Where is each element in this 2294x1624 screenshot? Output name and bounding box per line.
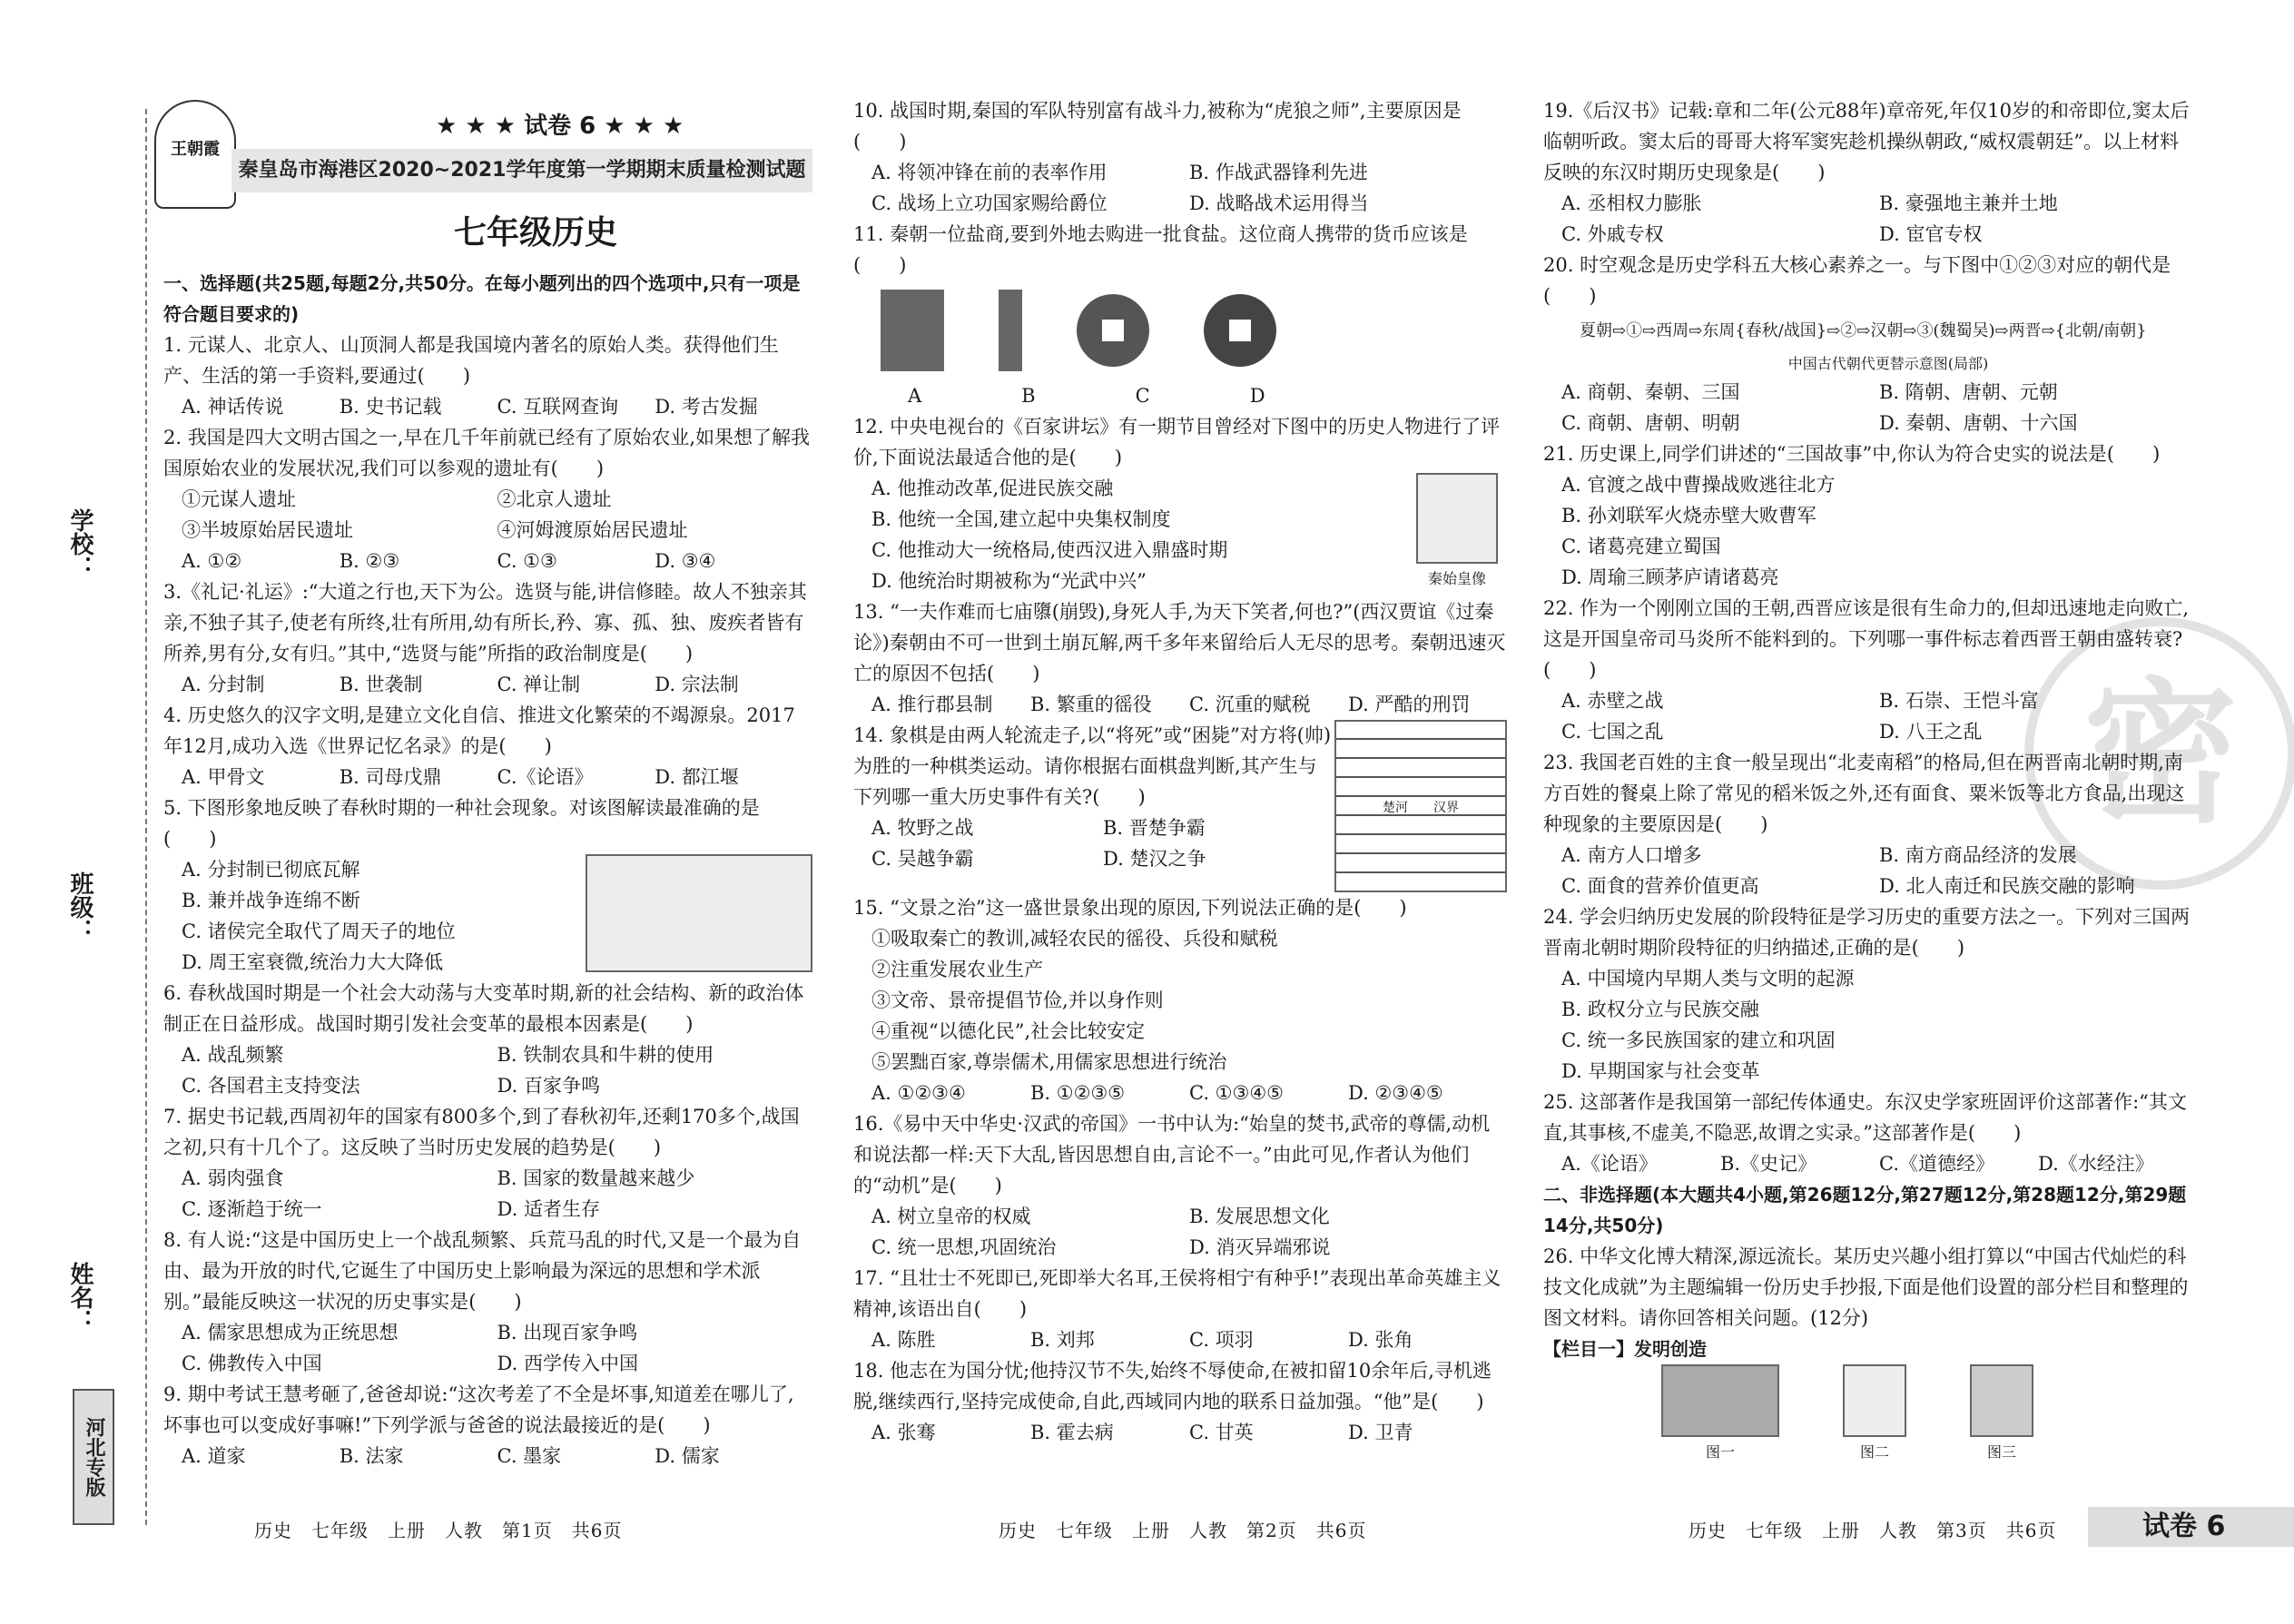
statement: ④重视“以德化民”,社会比较安定 bbox=[871, 1020, 1146, 1042]
question-4: 4. 历史悠久的汉字文明,是建立文化自信、推进文化繁荣的不竭源泉。2017年12月,成功入选《世界记忆名录》的是( ) bbox=[163, 704, 795, 757]
option[interactable]: A. 分封制 bbox=[182, 674, 265, 695]
figure-2 bbox=[1843, 1364, 1906, 1468]
option[interactable]: A. 战乱频繁 bbox=[182, 1044, 284, 1066]
page-footer-3: 历史 七年级 上册 人教 第3页 共6页 bbox=[1689, 1520, 2057, 1541]
figure-3 bbox=[1970, 1364, 2033, 1468]
statement: ⑤罢黜百家,尊崇儒术,用儒家思想进行统治 bbox=[871, 1051, 1227, 1073]
page-footer-2: 历史 七年级 上册 人教 第2页 共6页 bbox=[999, 1520, 1367, 1541]
options-2 bbox=[163, 546, 812, 576]
figure-caption: 图一 bbox=[1705, 1443, 1735, 1461]
question-11: 11. 秦朝一位盐商,要到外地去购进一批食盐。这位商人携带的货币应该是( ) bbox=[853, 223, 1468, 276]
option[interactable]: B. 法家 bbox=[339, 1445, 404, 1467]
option[interactable]: B. 世袭制 bbox=[339, 674, 423, 695]
option[interactable]: D. 北人南迁和民族交融的影响 bbox=[1879, 875, 2135, 897]
options-15 bbox=[853, 1078, 1507, 1108]
binding-line bbox=[145, 109, 147, 1525]
question-5: 5. 下图形象地反映了春秋时期的一种社会现象。对该图解读最准确的是( ) bbox=[163, 797, 760, 850]
question-18: 18. 他志在为国分忧;他持汉节不失,始终不辱使命,在被扣留10余年后,寻机逃脱,继续西行,坚持完成使命,自此,西域同内地的联系日益加强。“他”是( ) bbox=[853, 1360, 1492, 1412]
column-3 bbox=[1543, 95, 2197, 1468]
option[interactable]: D. ③④ bbox=[655, 550, 716, 572]
figure-2-image bbox=[1843, 1364, 1906, 1437]
option[interactable]: B. 兼并战争连绵不断 bbox=[182, 890, 360, 911]
question-15: 15. “文景之治”这一盛世景象出现的原因,下列说法正确的是( ) bbox=[853, 897, 1407, 919]
option[interactable]: D. 早期国家与社会变革 bbox=[1561, 1060, 1760, 1082]
option[interactable]: A.《论语》 bbox=[1561, 1153, 1658, 1175]
question-21: 21. 历史课上,同学们讲述的“三国故事”中,你认为符合史实的说法是( ) bbox=[1543, 443, 2161, 465]
question-17: 17. “且壮士不死即已,死即举大名耳,王侯将相宁有种乎!”表现出革命英雄主义精神,该语出自( ) bbox=[853, 1267, 1501, 1320]
option[interactable]: C. 他推动大一统格局,使西汉进入鼎盛时期 bbox=[871, 539, 1228, 561]
option[interactable]: B. 国家的数量越来越少 bbox=[497, 1167, 695, 1189]
series-label: ★ ★ ★ 试卷 6 ★ ★ ★ bbox=[436, 113, 684, 140]
options-9 bbox=[163, 1441, 812, 1471]
option[interactable]: C.《道德经》 bbox=[1879, 1153, 1994, 1175]
option[interactable]: D bbox=[1249, 385, 1265, 407]
options-22 bbox=[1543, 685, 2197, 747]
cartoon-image bbox=[586, 854, 812, 972]
option[interactable]: D. 儒家 bbox=[655, 1445, 720, 1467]
question-24: 24. 学会归纳历史发展的阶段特征是学习历史的重要方法之一。下列对三国两晋南北朝时期阶段特征的归纳描述,正确的是( ) bbox=[1543, 906, 2191, 959]
option[interactable]: A. 道家 bbox=[182, 1445, 246, 1467]
question-6: 6. 春秋战国时期是一个社会大动荡与大变革时期,新的社会结构、新的政治体制正在日益形成。战国时期引发社会变革的最根本因素是( ) bbox=[163, 982, 804, 1035]
option[interactable]: D. 考古发掘 bbox=[655, 396, 758, 418]
question-20: 20. 时空观念是历史学科五大核心素养之一。与下图中①②③对应的朝代是( ) bbox=[1543, 254, 2171, 307]
option[interactable]: B bbox=[1021, 385, 1036, 407]
option[interactable]: D. 消灭异端邪说 bbox=[1189, 1236, 1331, 1258]
question-2: 2. 我国是四大文明古国之一,早在几千年前就已经有了原始农业,如果想了解我国原始农业的发展状况,我们可以参观的遗址有( ) bbox=[163, 427, 811, 479]
round-coin-image bbox=[1204, 294, 1276, 367]
question-23: 23. 我国老百姓的主食一般呈现出“北麦南稻”的格局,但在两晋南北朝时期,南方百姓的餐桌上除了常见的稻米饭之外,还有面食、粟米饭等北方食品,出现这种现象的主要原因是( ) bbox=[1543, 752, 2185, 835]
statement: ②注重发展农业生产 bbox=[871, 959, 1043, 980]
option[interactable]: B. 南方商品经济的发展 bbox=[1879, 844, 2077, 866]
question-19: 19.《后汉书》记载:章和二年(公元88年)章帝死,年仅10岁的和帝即位,窦太后临朝听政。窦太后的哥哥大将军窦宪趁机操纵朝政,“威权震朝廷”。以上材料反映的东汉时期历史现象是( ) bbox=[1543, 100, 2190, 183]
question-13: 13. “一夫作难而七庙隳(崩毁),身死人手,为天下笑者,何也?”(西汉贾谊《过秦论》)秦朝由不可一世到土崩瓦解,两千多年来留给后人无尽的思考。秦朝迅速灭亡的原因不包括( ) bbox=[853, 601, 1506, 684]
q14-text bbox=[853, 720, 1334, 892]
diagram-caption: 中国古代朝代更替示意图(局部) bbox=[1787, 355, 1989, 372]
options-8 bbox=[163, 1317, 812, 1379]
options-13 bbox=[853, 689, 1507, 720]
option[interactable]: B. 豪强地主兼并土地 bbox=[1879, 192, 2058, 214]
option[interactable]: B. 司母戊鼎 bbox=[339, 766, 442, 788]
option[interactable]: A. 官渡之战中曹操战败逃往北方 bbox=[1561, 474, 1836, 496]
option[interactable]: A. ①② bbox=[182, 550, 242, 572]
option[interactable]: A. 赤壁之战 bbox=[1561, 690, 1664, 712]
options-21 bbox=[1543, 469, 2197, 593]
option[interactable]: B. ②③ bbox=[339, 550, 400, 572]
figure-1 bbox=[1661, 1364, 1779, 1468]
statements-2 bbox=[163, 484, 812, 546]
name-label: 姓名： bbox=[66, 1262, 94, 1333]
option[interactable]: C. 墨家 bbox=[497, 1445, 562, 1467]
option[interactable]: A. 树立皇帝的权威 bbox=[871, 1206, 1031, 1227]
option[interactable]: A bbox=[908, 385, 922, 407]
option[interactable]: D. 他统治时期被称为“光武中兴” bbox=[871, 570, 1147, 592]
option[interactable]: C. 吴越争霸 bbox=[871, 848, 974, 870]
option[interactable]: B. 史书记载 bbox=[339, 396, 442, 418]
options-12 bbox=[853, 473, 1407, 596]
school-label: 学校： bbox=[66, 508, 94, 579]
coin-labels bbox=[853, 380, 1507, 411]
options-25 bbox=[1543, 1148, 2197, 1179]
option[interactable]: C. ①③ bbox=[497, 550, 557, 572]
option[interactable]: B. ①②③⑤ bbox=[1030, 1082, 1126, 1104]
section-1-title: 一、选择题(共25题,每题2分,共50分。在每小题列出的四个选项中,只有一项是符合题目要求的) bbox=[163, 272, 801, 325]
option[interactable]: C. 面食的营养价值更高 bbox=[1561, 875, 1759, 897]
option[interactable]: D. 秦朝、唐朝、十六国 bbox=[1879, 412, 2078, 434]
option[interactable]: A. 将领冲锋在前的表率作用 bbox=[871, 162, 1108, 183]
statement: ③文帝、景帝提倡节俭,并以身作则 bbox=[871, 989, 1164, 1011]
figure-caption: 图三 bbox=[1986, 1443, 2016, 1461]
column-label: 【栏目一】发明创造 bbox=[1543, 1338, 1707, 1360]
option[interactable]: B. 石崇、王恺斗富 bbox=[1879, 690, 2039, 712]
option[interactable]: D. 周王室衰微,统治力大大降低 bbox=[182, 951, 444, 973]
option[interactable]: D. 适者生存 bbox=[497, 1198, 600, 1220]
option[interactable]: A. 推行郡县制 bbox=[871, 694, 993, 715]
portrait bbox=[1407, 473, 1507, 596]
option[interactable]: C. 统一思想,巩固统治 bbox=[871, 1236, 1057, 1258]
knife-coin-image bbox=[999, 290, 1022, 371]
seal-watermark: 密 bbox=[2024, 617, 2294, 890]
column-2 bbox=[853, 95, 1507, 1448]
option[interactable]: B. 他统一全国,建立起中央集权制度 bbox=[871, 508, 1171, 530]
option[interactable]: C. 诸葛亮建立蜀国 bbox=[1561, 536, 1721, 557]
option[interactable]: B. 隋朝、唐朝、元朝 bbox=[1879, 381, 2058, 403]
option[interactable]: C. 各国君主支持变法 bbox=[182, 1075, 360, 1097]
option[interactable]: A. 儒家思想成为正统思想 bbox=[182, 1322, 399, 1343]
statement: ①元谋人遗址 bbox=[182, 488, 296, 510]
option[interactable]: A. 甲骨文 bbox=[182, 766, 265, 788]
option[interactable]: D. 西学传入中国 bbox=[497, 1353, 638, 1374]
option[interactable]: C bbox=[1135, 385, 1150, 407]
option[interactable]: C. 禅让制 bbox=[497, 674, 581, 695]
statement: ④河姆渡原始居民遗址 bbox=[497, 519, 688, 541]
publisher-logo: 王朝霞 bbox=[154, 100, 236, 209]
options-24 bbox=[1543, 963, 2197, 1087]
question-16: 16.《易中天中华史·汉武的帝国》一书中认为:“始皇的焚书,武帝的尊儒,动机和说法都一样:天下大乱,皆因思想自由,言论不一。”由此可见,作者认为他们的“动机”是( ) bbox=[853, 1113, 1491, 1196]
option[interactable]: C. 战场上立功国家赐给爵位 bbox=[871, 192, 1108, 214]
option[interactable]: C. ①③④⑤ bbox=[1189, 1082, 1284, 1104]
q12-block bbox=[853, 473, 1507, 596]
option[interactable]: B. 政权分立与民族交融 bbox=[1561, 999, 1759, 1020]
class-label: 班级： bbox=[66, 871, 94, 942]
chessboard-image: 楚河 汉界 bbox=[1334, 720, 1507, 892]
paper-tag: 试卷 6 bbox=[2088, 1507, 2294, 1547]
question-14: 14. 象棋是由两人轮流走子,以“将死”或“困毙”对方将(帅)为胜的一种棋类运动。请你根据右面棋盘判断,其产生与下列哪一重大历史事件有关?( ) bbox=[853, 724, 1332, 808]
option[interactable]: B. 发展思想文化 bbox=[1189, 1206, 1330, 1227]
statement: ①吸取秦亡的教训,减轻农民的徭役、兵役和赋税 bbox=[871, 928, 1278, 950]
option[interactable]: B. 刘邦 bbox=[1030, 1329, 1095, 1351]
option[interactable]: D. 周瑜三顾茅庐请诸葛亮 bbox=[1561, 566, 1779, 588]
option[interactable]: D. 楚汉之争 bbox=[1103, 848, 1206, 870]
option[interactable]: B. 出现百家争鸣 bbox=[497, 1322, 638, 1343]
options-17 bbox=[853, 1324, 1507, 1355]
option[interactable]: B. 繁重的徭役 bbox=[1030, 694, 1152, 715]
option[interactable]: D. 战略战术运用得当 bbox=[1189, 192, 1369, 214]
options-23 bbox=[1543, 840, 2197, 901]
figure-1-image bbox=[1661, 1364, 1779, 1437]
option[interactable]: D. ②③④⑤ bbox=[1348, 1082, 1443, 1104]
q5-block bbox=[163, 854, 812, 978]
options-18 bbox=[853, 1417, 1507, 1448]
section-2-title: 二、非选择题(本大题共4小题,第26题12分,第27题12分,第28题12分,第29题14分,共50分) bbox=[1543, 1184, 2187, 1236]
option[interactable]: D. 八王之乱 bbox=[1879, 721, 1983, 743]
subject-title: 七年级历史 bbox=[454, 214, 618, 251]
figure-3-image bbox=[1970, 1364, 2033, 1437]
option[interactable]: C. 外戚专权 bbox=[1561, 223, 1664, 245]
option[interactable]: A. 分封制已彻底瓦解 bbox=[182, 859, 360, 881]
option[interactable]: C. 商朝、唐朝、明朝 bbox=[1561, 412, 1740, 434]
option[interactable]: D. 宗法制 bbox=[655, 674, 739, 695]
option[interactable]: A. 中国境内早期人类与文明的起源 bbox=[1561, 968, 1855, 989]
option[interactable]: C. 统一多民族国家的建立和巩固 bbox=[1561, 1029, 1836, 1051]
question-12: 12. 中央电视台的《百家讲坛》有一期节目曾经对下图中的历史人物进行了评价,下面说法最适合他的是( ) bbox=[853, 416, 1501, 468]
exam-title: 秦皇岛市海港区2020~2021学年度第一学期期末质量检测试题 bbox=[231, 149, 812, 192]
question-1: 1. 元谋人、北京人、山顶洞人都是我国境内著名的原始人类。获得他们生产、生活的第一手资料,要通过( ) bbox=[163, 334, 779, 387]
option[interactable]: A. 牧野之战 bbox=[871, 817, 974, 839]
option[interactable]: C. 甘英 bbox=[1189, 1422, 1254, 1443]
region-badge: 河北专版 bbox=[73, 1389, 114, 1525]
option[interactable]: B.《史记》 bbox=[1720, 1153, 1817, 1175]
option[interactable]: C. 互联网查询 bbox=[497, 396, 619, 418]
column-1 bbox=[163, 268, 812, 1471]
option[interactable]: A. ①②③④ bbox=[871, 1082, 966, 1104]
option[interactable]: B. 孙刘联军火烧赤壁大败曹军 bbox=[1561, 505, 1816, 527]
option[interactable]: D. 宦官专权 bbox=[1879, 223, 1983, 245]
statement: ②北京人遗址 bbox=[497, 488, 612, 510]
option[interactable]: B. 霍去病 bbox=[1030, 1422, 1114, 1443]
option[interactable]: D. 百家争鸣 bbox=[497, 1075, 600, 1097]
statement: ③半坡原始居民遗址 bbox=[182, 519, 353, 541]
figure-caption: 图二 bbox=[1859, 1443, 1889, 1461]
dynasty-diagram: 夏朝⇨①⇨西周⇨东周{春秋/战国}⇨②⇨汉朝⇨③(魏蜀吴)⇨两晋⇨{北朝/南朝} bbox=[1580, 321, 2147, 340]
options-7 bbox=[163, 1163, 812, 1225]
option[interactable]: C.《论语》 bbox=[497, 766, 594, 788]
options-6 bbox=[163, 1039, 812, 1101]
options-14 bbox=[853, 812, 1334, 874]
question-9: 9. 期中考试王慧考砸了,爸爸却说:“这次考差了不全是坏事,知道差在哪儿了,坏事也可以变成好事嘛!”下列学派与爸爸的说法最接近的是( ) bbox=[163, 1383, 794, 1436]
spade-coin-image bbox=[881, 290, 944, 371]
option[interactable]: A. 商朝、秦朝、三国 bbox=[1561, 381, 1740, 403]
option[interactable]: A. 弱肉强食 bbox=[182, 1167, 284, 1189]
option[interactable]: A. 丞相权力膨胀 bbox=[1561, 192, 1702, 214]
option[interactable]: C. 佛教传入中国 bbox=[182, 1353, 322, 1374]
option[interactable]: A. 陈胜 bbox=[871, 1329, 936, 1351]
question-8: 8. 有人说:“这是中国历史上一个战乱频繁、兵荒马乱的时代,又是一个最为自由、最为开放的时代,它诞生了中国历史上影响最为深远的思想和学术派别。”最能反映这一状况的历史事实是( ) bbox=[163, 1229, 802, 1313]
question-22: 22. 作为一个刚刚立国的王朝,西晋应该是很有生命力的,但却迅速地走向败亡,这是开国皇帝司马炎所不能料到的。下列哪一事件标志着西晋王朝由盛转衰?( ) bbox=[1543, 597, 2190, 681]
options-10 bbox=[853, 157, 1507, 219]
statements-15 bbox=[853, 923, 1507, 1078]
page-footer-1: 历史 七年级 上册 人教 第1页 共6页 bbox=[254, 1520, 623, 1541]
options-5 bbox=[163, 854, 586, 978]
portrait-image bbox=[1416, 473, 1498, 564]
option[interactable]: C. 沉重的赋税 bbox=[1189, 694, 1311, 715]
question-25: 25. 这部著作是我国第一部纪传体通史。东汉史学家班固评价这部著作:“其文直,其事核,不虚美,不隐恶,故谓之实录。”这部著作是( ) bbox=[1543, 1091, 2187, 1144]
options-1 bbox=[163, 391, 812, 422]
option[interactable]: D. 张角 bbox=[1348, 1329, 1413, 1351]
options-16 bbox=[853, 1201, 1507, 1263]
figures bbox=[1543, 1364, 2197, 1468]
option[interactable]: A. 南方人口增多 bbox=[1561, 844, 1702, 866]
option[interactable]: B. 晋楚争霸 bbox=[1103, 817, 1206, 839]
option[interactable]: A. 神话传说 bbox=[182, 396, 284, 418]
q14-block bbox=[853, 720, 1507, 892]
portrait-caption: 秦始皇像 bbox=[1427, 570, 1486, 587]
options-19 bbox=[1543, 188, 2197, 250]
question-10: 10. 战国时期,秦国的军队特别富有战斗力,被称为“虎狼之师”,主要原因是( ) bbox=[853, 100, 1462, 153]
options-4 bbox=[163, 762, 812, 792]
question-26: 26. 中华文化博大精深,源远流长。某历史兴趣小组打算以“中国古代灿烂的科技文化成就”为主题编辑一份历史手抄报,下面是他们设置的部分栏目和整理的图文材料。请你回答相关问题。(12分) bbox=[1543, 1245, 2189, 1329]
option[interactable]: C. 七国之乱 bbox=[1561, 721, 1664, 743]
header bbox=[163, 91, 812, 272]
question-7: 7. 据史书记载,西周初年的国家有800多个,到了春秋初年,还剩170多个,战国之初,只有十几个了。这反映了当时历史发展的趋势是( ) bbox=[163, 1106, 800, 1158]
options-20 bbox=[1543, 377, 2197, 438]
option[interactable]: C. 诸侯完全取代了周天子的地位 bbox=[182, 920, 456, 942]
option[interactable]: A. 张骞 bbox=[871, 1422, 936, 1443]
option[interactable]: D. 严酷的刑罚 bbox=[1348, 694, 1471, 715]
coin-images bbox=[853, 281, 1507, 380]
option[interactable]: B. 铁制农具和牛耕的使用 bbox=[497, 1044, 714, 1066]
question-3: 3.《礼记·礼运》:“大道之行也,天下为公。选贤与能,讲信修睦。故人不独亲其亲,不独子其子,使老有所终,壮有所用,幼有所长,矜、寡、孤、独、废疾者皆有所养,男有分,女有归。”其中,“选贤与能”所指的政治制度是( ) bbox=[163, 581, 807, 664]
option[interactable]: B. 作战武器锋利先进 bbox=[1189, 162, 1368, 183]
option[interactable]: D. 卫青 bbox=[1348, 1422, 1413, 1443]
option[interactable]: D. 都江堰 bbox=[655, 766, 739, 788]
option[interactable]: C. 项羽 bbox=[1189, 1329, 1254, 1351]
option[interactable]: D.《水经注》 bbox=[2038, 1153, 2154, 1175]
options-3 bbox=[163, 669, 812, 700]
option[interactable]: C. 逐渐趋于统一 bbox=[182, 1198, 322, 1220]
option[interactable]: A. 他推动改革,促进民族交融 bbox=[871, 477, 1114, 499]
round-coin-image bbox=[1077, 294, 1149, 367]
